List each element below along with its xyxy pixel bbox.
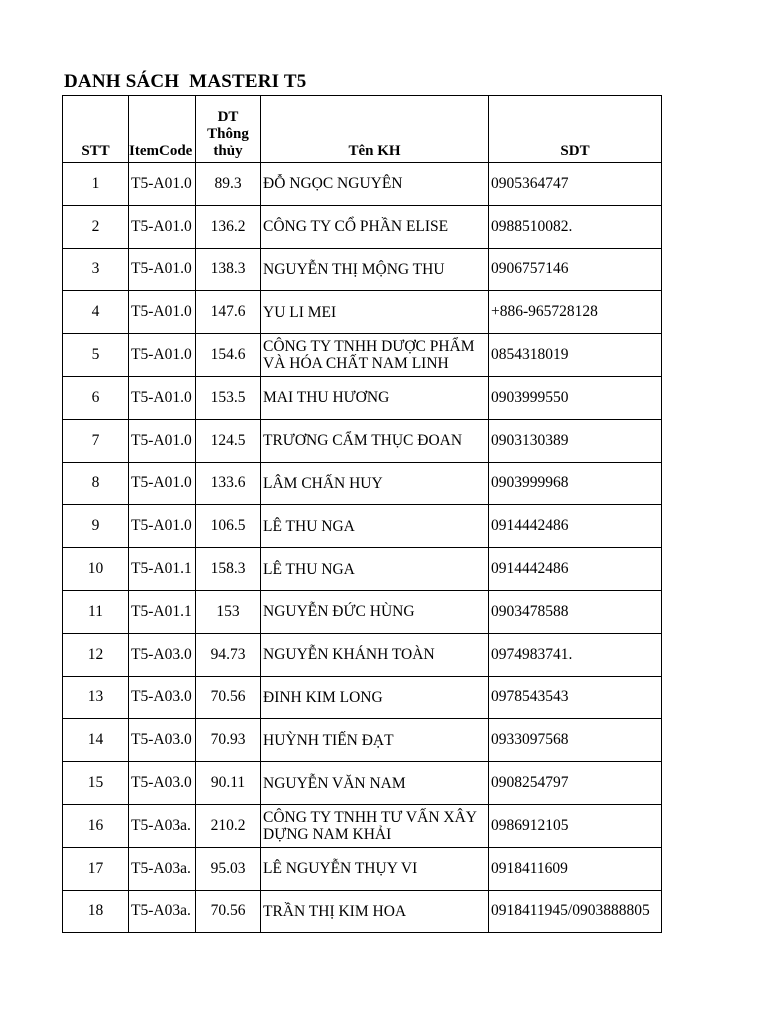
header-stt: STT: [63, 96, 129, 163]
cell-itemcode: T5-A03.0: [129, 633, 196, 676]
cell-dt: 210.2: [196, 804, 261, 847]
cell-sdt: 0914442486: [489, 505, 662, 548]
cell-sdt: 0933097568: [489, 719, 662, 762]
cell-itemcode: T5-A01.0: [129, 163, 196, 206]
cell-customer-name: LÂM CHẤN HUY: [261, 462, 489, 505]
table-row: [63, 719, 662, 762]
cell-itemcode: T5-A03.0: [129, 676, 196, 719]
cell-dt: 158.3: [196, 548, 261, 591]
page-title: DANH SÁCH MASTERI T5: [64, 71, 307, 92]
cell-stt: 12: [63, 633, 129, 676]
cell-stt: 14: [63, 719, 129, 762]
cell-sdt: +886-965728128: [489, 291, 662, 334]
table-row: [63, 590, 662, 633]
cell-customer-name: LÊ THU NGA: [261, 548, 489, 591]
table-row: [63, 676, 662, 719]
cell-itemcode: T5-A01.0: [129, 205, 196, 248]
cell-dt: 70.93: [196, 719, 261, 762]
header-sdt: SDT: [489, 96, 662, 163]
cell-customer-name: YU LI MEI: [261, 291, 489, 334]
table-row: [63, 548, 662, 591]
cell-sdt: 0903478588: [489, 590, 662, 633]
cell-itemcode: T5-A03a.: [129, 890, 196, 933]
cell-itemcode: T5-A03a.: [129, 804, 196, 847]
cell-stt: 16: [63, 804, 129, 847]
cell-itemcode: T5-A01.0: [129, 462, 196, 505]
cell-itemcode: T5-A01.0: [129, 376, 196, 419]
cell-dt: 70.56: [196, 890, 261, 933]
cell-customer-name: NGUYỄN THỊ MỘNG THU: [261, 248, 489, 291]
cell-dt: 70.56: [196, 676, 261, 719]
cell-sdt: 0918411609: [489, 847, 662, 890]
cell-stt: 6: [63, 376, 129, 419]
cell-customer-name: CÔNG TY CỔ PHẦN ELISE: [261, 205, 489, 248]
cell-itemcode: T5-A01.0: [129, 419, 196, 462]
cell-sdt: 0918411945/0903888805: [489, 890, 662, 933]
table-row: [63, 505, 662, 548]
cell-itemcode: T5-A01.0: [129, 505, 196, 548]
cell-stt: 13: [63, 676, 129, 719]
cell-customer-name: TRẦN THỊ KIM HOA: [261, 890, 489, 933]
cell-customer-name: MAI THU HƯƠNG: [261, 376, 489, 419]
cell-dt: 95.03: [196, 847, 261, 890]
table-row: [63, 334, 662, 377]
table-row: [63, 762, 662, 805]
table-row: [63, 462, 662, 505]
cell-customer-name: NGUYỄN ĐỨC HÙNG: [261, 590, 489, 633]
cell-stt: 4: [63, 291, 129, 334]
customer-table: [62, 95, 662, 933]
cell-sdt: 0903999550: [489, 376, 662, 419]
cell-customer-name: LÊ NGUYỄN THỤY VI: [261, 847, 489, 890]
cell-sdt: 0914442486: [489, 548, 662, 591]
cell-dt: 147.6: [196, 291, 261, 334]
cell-dt: 89.3: [196, 163, 261, 206]
cell-itemcode: T5-A03a.: [129, 847, 196, 890]
cell-sdt: 0908254797: [489, 762, 662, 805]
cell-stt: 3: [63, 248, 129, 291]
cell-itemcode: T5-A01.0: [129, 334, 196, 377]
cell-sdt: 0903999968: [489, 462, 662, 505]
cell-stt: 5: [63, 334, 129, 377]
cell-itemcode: T5-A03.0: [129, 762, 196, 805]
table-row: [63, 633, 662, 676]
table-row: [63, 804, 662, 847]
cell-customer-name: NGUYỄN VĂN NAM: [261, 762, 489, 805]
cell-itemcode: T5-A01.1: [129, 548, 196, 591]
cell-stt: 8: [63, 462, 129, 505]
cell-dt: 106.5: [196, 505, 261, 548]
cell-sdt: 0906757146: [489, 248, 662, 291]
header-itemcode: ItemCode: [129, 96, 196, 163]
cell-itemcode: T5-A01.0: [129, 248, 196, 291]
cell-dt: 138.3: [196, 248, 261, 291]
header-dt: DT Thông thủy: [196, 96, 261, 163]
cell-dt: 90.11: [196, 762, 261, 805]
cell-customer-name: CÔNG TY TNHH TƯ VẤN XÂY DỰNG NAM KHẢI: [261, 804, 489, 847]
cell-dt: 153.5: [196, 376, 261, 419]
cell-customer-name: ĐINH KIM LONG: [261, 676, 489, 719]
cell-customer-name: LÊ THU NGA: [261, 505, 489, 548]
cell-dt: 124.5: [196, 419, 261, 462]
table-row: [63, 205, 662, 248]
table-row: [63, 376, 662, 419]
cell-stt: 17: [63, 847, 129, 890]
cell-itemcode: T5-A01.1: [129, 590, 196, 633]
cell-dt: 94.73: [196, 633, 261, 676]
cell-stt: 11: [63, 590, 129, 633]
cell-customer-name: CÔNG TY TNHH DƯỢC PHẨM VÀ HÓA CHẤT NAM LINH: [261, 334, 489, 377]
cell-customer-name: HUỲNH TIẾN ĐẠT: [261, 719, 489, 762]
cell-dt: 154.6: [196, 334, 261, 377]
cell-itemcode: T5-A03.0: [129, 719, 196, 762]
cell-sdt: 0978543543: [489, 676, 662, 719]
cell-sdt: 0974983741.: [489, 633, 662, 676]
cell-dt: 136.2: [196, 205, 261, 248]
table-row: [63, 248, 662, 291]
cell-sdt: 0905364747: [489, 163, 662, 206]
cell-sdt: 0988510082.: [489, 205, 662, 248]
cell-stt: 7: [63, 419, 129, 462]
table-row: [63, 890, 662, 933]
cell-stt: 9: [63, 505, 129, 548]
table-row: [63, 163, 662, 206]
cell-sdt: 0854318019: [489, 334, 662, 377]
cell-sdt: 0986912105: [489, 804, 662, 847]
cell-customer-name: ĐỖ NGỌC NGUYÊN: [261, 163, 489, 206]
table-row: [63, 419, 662, 462]
table-header-row: [63, 96, 662, 163]
cell-customer-name: TRƯƠNG CẨM THỤC ĐOAN: [261, 419, 489, 462]
cell-itemcode: T5-A01.0: [129, 291, 196, 334]
cell-stt: 10: [63, 548, 129, 591]
cell-customer-name: NGUYỄN KHÁNH TOÀN: [261, 633, 489, 676]
cell-stt: 15: [63, 762, 129, 805]
cell-dt: 133.6: [196, 462, 261, 505]
cell-stt: 1: [63, 163, 129, 206]
header-customer-name: Tên KH: [261, 96, 489, 163]
cell-sdt: 0903130389: [489, 419, 662, 462]
table-row: [63, 847, 662, 890]
cell-stt: 2: [63, 205, 129, 248]
cell-stt: 18: [63, 890, 129, 933]
table-row: [63, 291, 662, 334]
cell-dt: 153: [196, 590, 261, 633]
